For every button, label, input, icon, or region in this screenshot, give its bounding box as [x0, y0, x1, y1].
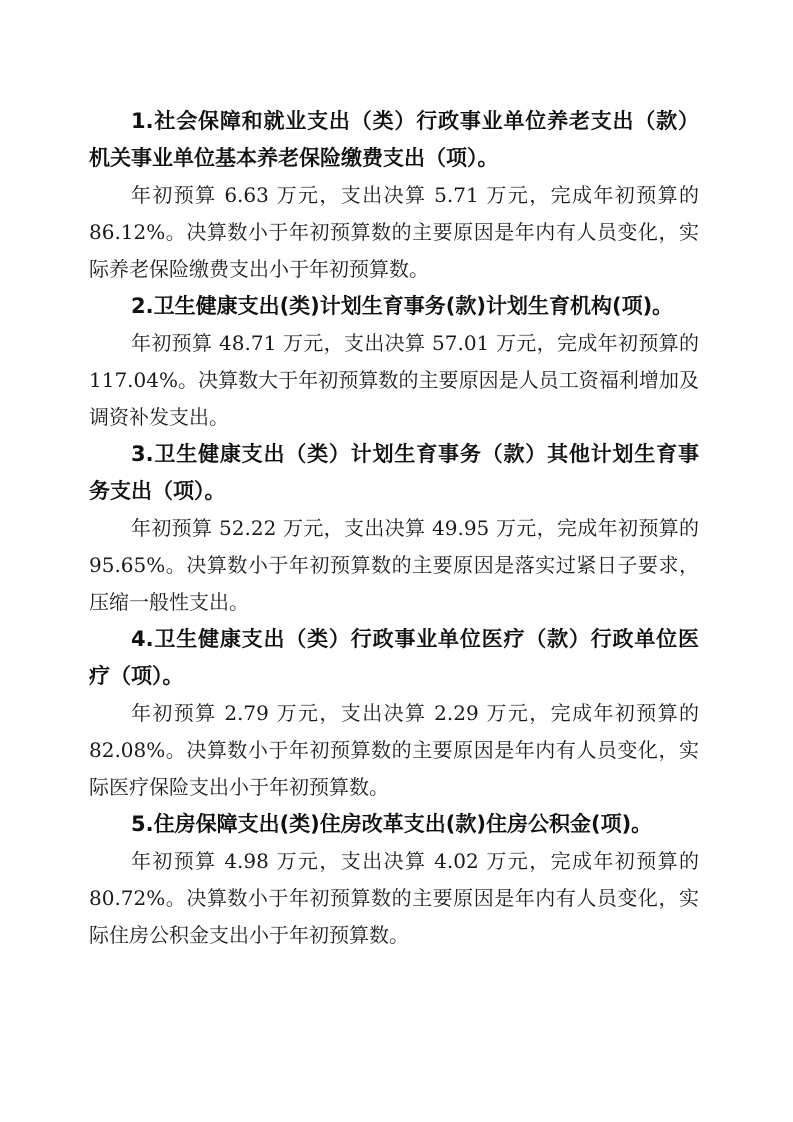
item-paragraph: 年初预算 4.98 万元，支出决算 4.02 万元，完成年初预算的 80.72%。决算数小于年初预算数的主要原因是年内有人员变化，实际住房公积金支出小于年初预算数。 [89, 849, 699, 947]
budget-item-5 [89, 806, 699, 954]
item-heading: 5.住房保障支出(类)住房改革支出(款)住房公积金(项)。 [131, 812, 653, 836]
budget-item-1 [89, 103, 699, 288]
budget-item-2 [89, 288, 699, 436]
item-heading: 3.卫生健康支出（类）计划生育事务（款）其他计划生育事务支出（项）。 [89, 442, 699, 503]
item-heading: 1.社会保障和就业支出（类）行政事业单位养老支出（款）机关事业单位基本养老保险缴费支出（项）。 [89, 109, 699, 170]
item-heading: 2.卫生健康支出(类)计划生育事务(款)计划生育机构(项)。 [131, 294, 674, 318]
budget-item-3 [89, 436, 699, 621]
item-paragraph: 年初预算 52.22 万元，支出决算 49.95 万元，完成年初预算的 95.65%。决算数小于年初预算数的主要原因是落实过紧日子要求，压缩一般性支出。 [89, 516, 699, 614]
document-body [89, 103, 699, 954]
item-heading: 4.卫生健康支出（类）行政事业单位医疗（款）行政单位医疗（项）。 [89, 627, 699, 688]
item-paragraph: 年初预算 48.71 万元，支出决算 57.01 万元，完成年初预算的 117.04%。决算数大于年初预算数的主要原因是人员工资福利增加及调资补发支出。 [89, 331, 699, 429]
item-paragraph: 年初预算 2.79 万元，支出决算 2.29 万元，完成年初预算的 82.08%。决算数小于年初预算数的主要原因是年内有人员变化，实际医疗保险支出小于年初预算数。 [89, 701, 699, 799]
budget-item-4 [89, 621, 699, 806]
item-paragraph: 年初预算 6.63 万元，支出决算 5.71 万元，完成年初预算的 86.12%。决算数小于年初预算数的主要原因是年内有人员变化，实际养老保险缴费支出小于年初预算数。 [89, 183, 699, 281]
